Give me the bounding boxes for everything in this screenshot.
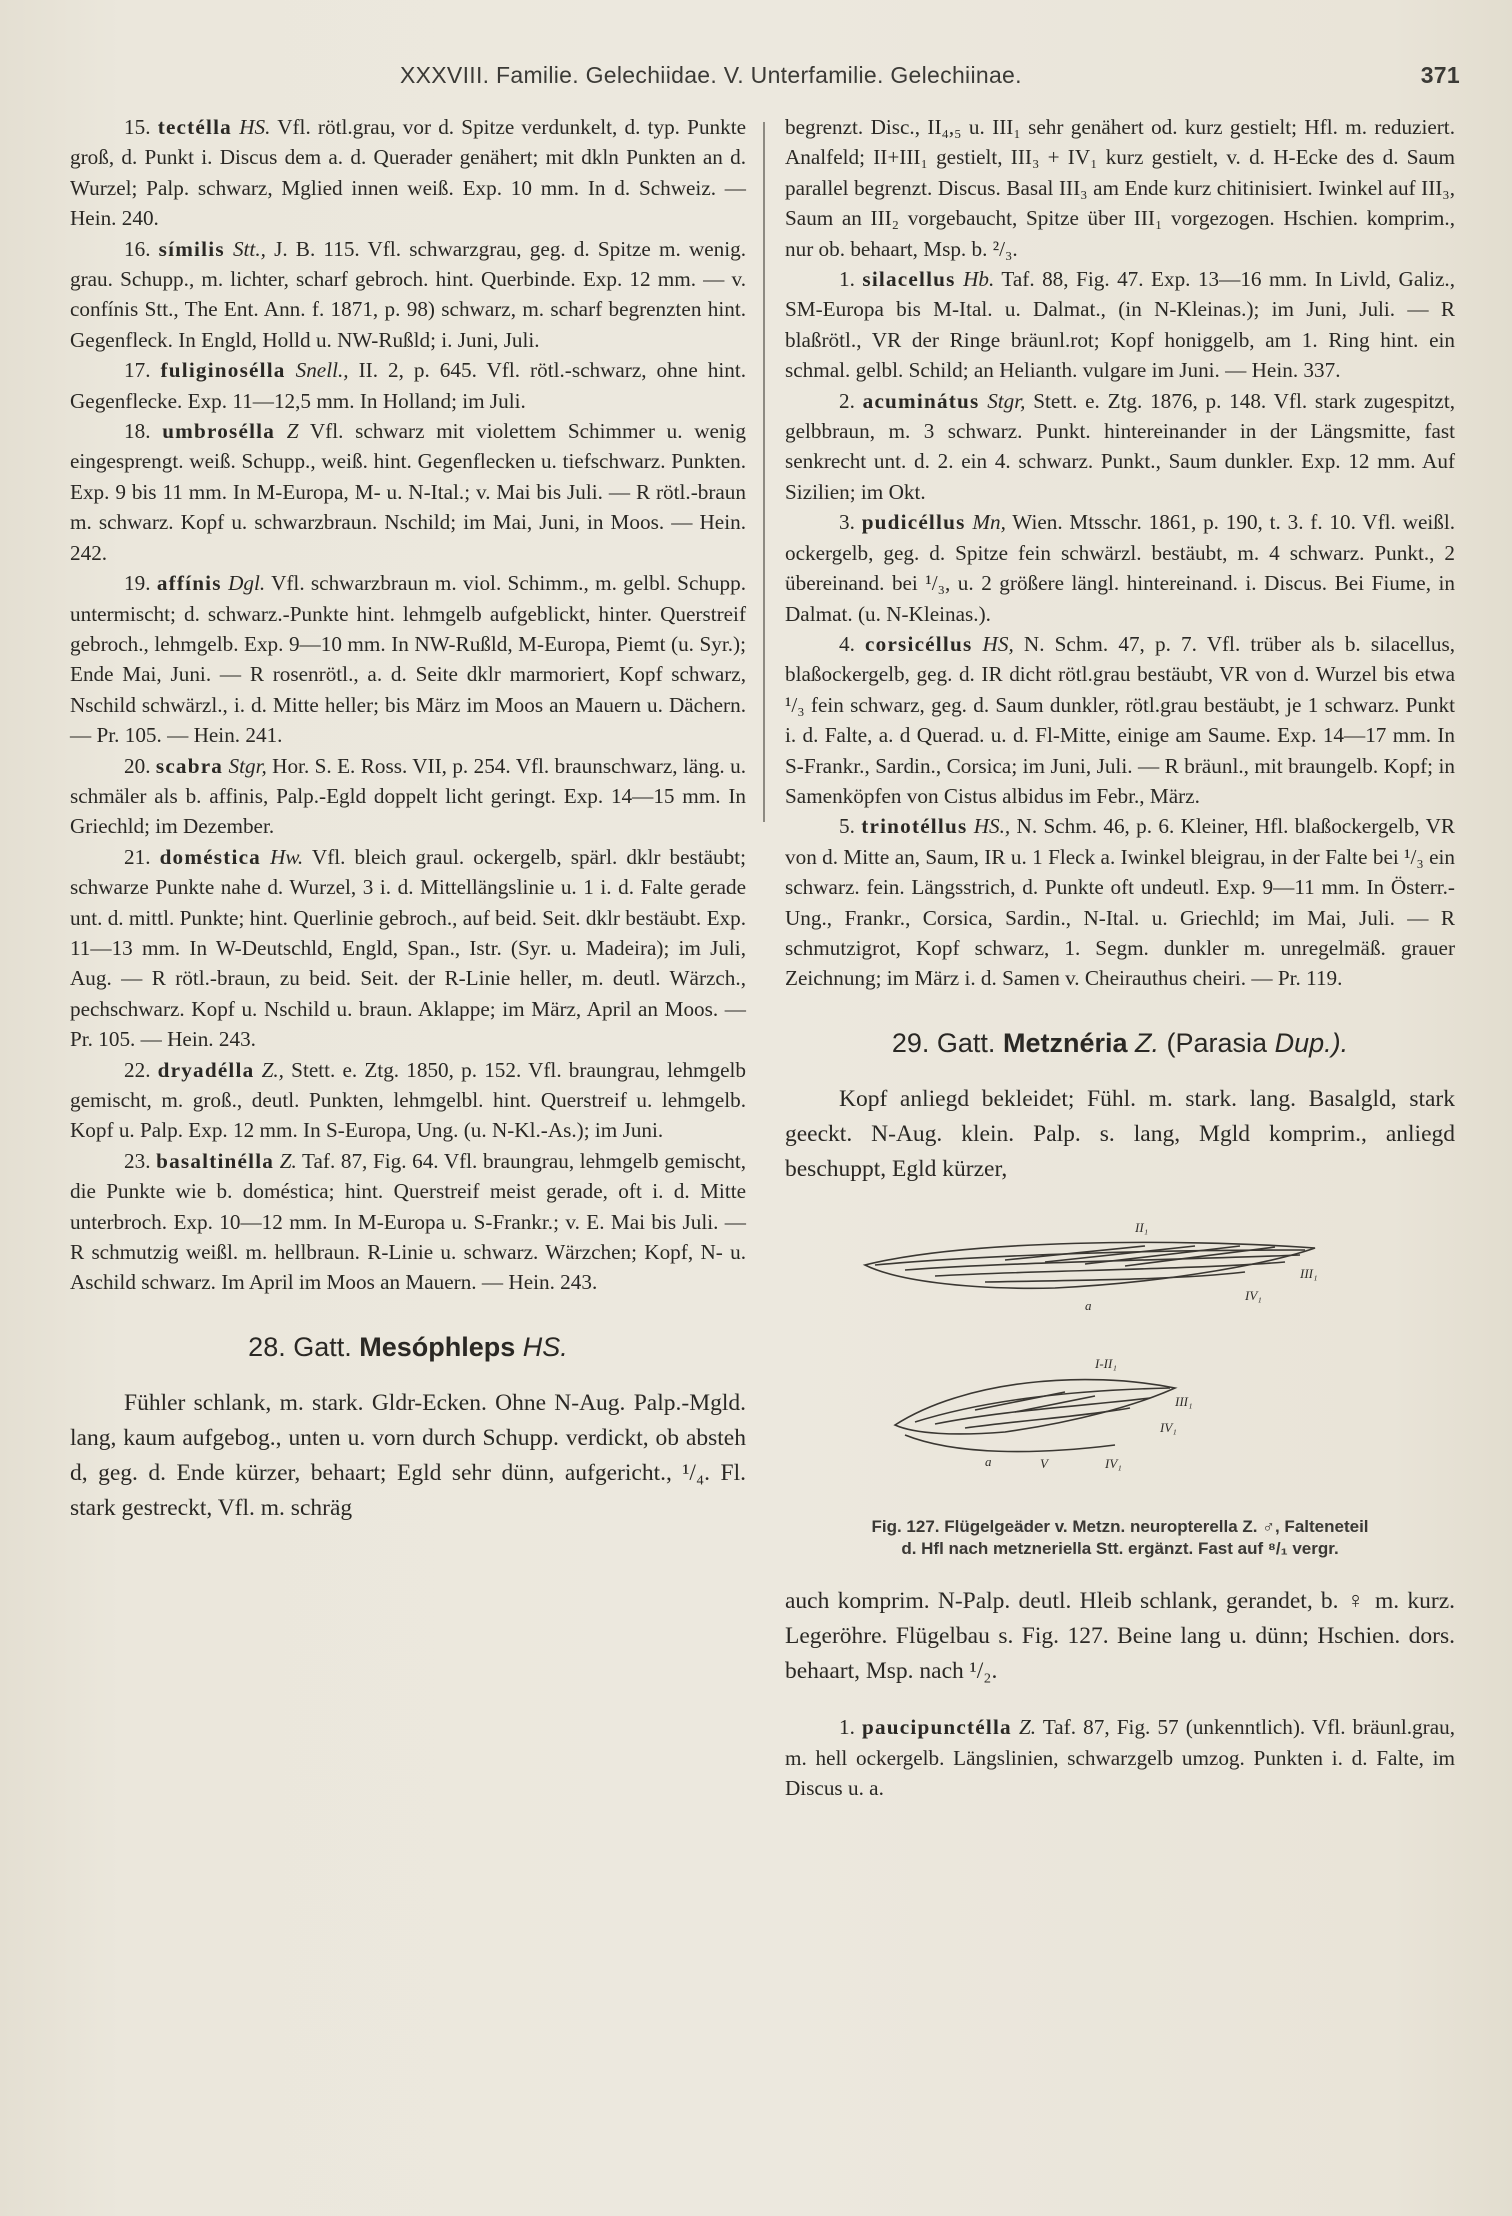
vein-label: I-II₁: [1095, 1356, 1117, 1372]
entry-number: 5.: [839, 814, 855, 839]
species-author: Z.,: [261, 1057, 284, 1082]
species-description: Stett. e. Ztg. 1850, p. 152. Vfl. braungrau, lehmgelb gemischt, m. groß., deutl. Punkten, lehmgelbl. hint. Querstreif u. lehmgelb. Kopf u. Palp. Exp. 12 mm. In S-Europa, Ung. (u. N-Kl.-As.); im Juni.: [70, 1057, 747, 1143]
running-title: XXXVIII. Familie. Gelechiidae. V. Unterfamilie. Gelechiinae.: [400, 62, 1022, 88]
species-description: J. B. 115. Vfl. schwarzgrau, geg. d. Spitze m. wenig. grau. Schupp., m. lichter, scharf gebroch. hint. Querbinde. Exp. 12 mm. — v. confínis Stt., The Ent. Ann. f. 1871, p. 98) schwarz, m. scharf begrenzten hint. Gegenfleck. In Engld, Holld u. NW-Rußld; i. Juni, Juli.: [70, 236, 747, 352]
species-name: affínis: [156, 571, 222, 596]
species-author: Hw.: [270, 844, 304, 869]
entry-number: 18.: [124, 419, 151, 444]
forewing-drawing: [865, 1243, 1315, 1289]
species-name: dryadélla: [157, 1057, 255, 1082]
species-entry: [70, 751, 746, 842]
vein-label: a: [1085, 1298, 1092, 1314]
species-description: Vfl. bleich graul. ockergelb, spärl. dklr bestäubt; schwarze Punkte nahe d. Wurzel, 3 i. d. Mittellängslinie u. 1 i. d. Falte gerade unt. d. mittl. Punkte; hint. Querlinie gebroch., auf beid. Seit. dklr bestäubt. Exp. 11—13 mm. In W-Deutschld, Engld, Span., Istr. (Syr. u. Madeira); im Juli, Aug. — R rötl.-braun, zu beid. Seit. der R-Linie heller, m. deutl. Wärzch., pechschwarz. Kopf u. Nschild u. braun. Aklappe; im März, April an Moos. — Pr. 105. — Hein. 243.: [70, 844, 747, 1052]
genus-description-continued: auch komprim. N-Palp. deutl. Hleib schlank, gerandet, b. ♀ m. kurz. Legeröhre. Flügelbau s. Fig. 127. Beine lang u. dünn; Hschien. dors. behaart, Msp. nach ¹/₂.: [785, 1587, 1455, 1684]
species-name: silacellus: [862, 267, 956, 292]
genus-description: Fühler schlank, m. stark. Gldr-Ecken. Ohne N-Aug. Palp.-Mgld. lang, kaum aufgebog., unten u. vorn durch Schupp. verdickt, ob absteh d, geg. d. Ende kürzer, behaart; Egld sehr dünn, aufgericht., ¹/₄. Fl. stark gestreckt, Vfl. m. schräg: [70, 1389, 746, 1521]
species-name: pudicéllus: [861, 510, 966, 535]
entry-number: 16.: [124, 236, 151, 261]
species-name: fuliginosélla: [160, 358, 286, 383]
entry-number: 1.: [839, 267, 855, 292]
vein-label: a: [985, 1454, 992, 1470]
species-name: corsicéllus: [865, 631, 973, 656]
entry-number: 2.: [839, 388, 855, 413]
species-author: Z: [286, 419, 299, 444]
left-column: [70, 112, 746, 1549]
species-entry: [70, 234, 746, 356]
species-author: Z.: [1018, 1715, 1037, 1740]
entry-number: 17.: [124, 358, 151, 383]
synonym-author: Dup.).: [1274, 1027, 1349, 1058]
species-author: Mn,: [972, 510, 1006, 535]
entry-number: 3.: [839, 510, 855, 535]
genus-name: Metznéria: [1002, 1027, 1128, 1058]
genus-heading: [785, 1028, 1455, 1058]
species-entry: [70, 416, 746, 568]
vein-label: II₁: [1135, 1220, 1149, 1236]
species-description: Stett. e. Ztg. 1876, p. 148. Vfl. stark zugespitzt, gelbbraun, m. 3 schwarz. Punkt. hintereinander in der Längsmitte, fast senkrecht unt. d. 2. ein 4. schwarz. Punkt., Saum dunkler. Exp. 12 mm. Auf Sizilien; im Okt.: [785, 388, 1456, 504]
genus-description-continued: begrenzt. Disc., II₄,₅ u. III₁ sehr genähert od. kurz gestielt; Hfl. m. reduziert. Analfeld; II+III₁ gestielt, III₃ + IV₁ kurz gestielt, v. d. H-Ecke des d. Saum parallel begrenzt. Discus. Basal III₃ am Ende kurz chitinisiert. Iwinkel auf III₃, Saum an III₂ vorgebaucht, Spitze über III₁ vorgezogen. Hschien. komprim., nur ob. behaart, Msp. b. ²/₃.: [785, 115, 1455, 261]
page-header: [400, 62, 1460, 89]
species-entry: [785, 507, 1455, 629]
species-author: HS.,: [973, 814, 1011, 839]
species-entry: [70, 1055, 746, 1146]
entry-number: 15.: [124, 115, 151, 139]
vein-label: III₁: [1300, 1266, 1318, 1282]
vein-label: IV₁: [1160, 1420, 1177, 1436]
vein-label: IV₁: [1245, 1288, 1262, 1304]
column-divider: [763, 122, 765, 822]
wing-venation-drawing: [845, 1210, 1405, 1510]
genus-author: HS.: [522, 1331, 568, 1362]
species-description: Taf. 88, Fig. 47. Exp. 13—16 mm. In Livld, Galiz., SM-Europa bis M-Ital. u. Dalmat., (in N-Kleinas.); im Juni, Juli. — R blaßrötl., VR der Ringe bräunl.rot; Kopf honiggelb, am 1. Ring hint. ein schmal. gelbl. Schild; an Helianth. vulgare im Juni. — Hein. 337.: [785, 267, 1456, 383]
species-description: II. 2, p. 645. Vfl. rötl.-schwarz, ohne hint. Gegenflecke. Exp. 11—12,5 mm. In Holland; im Juli.: [70, 358, 746, 413]
species-name: basaltinélla: [156, 1148, 275, 1173]
species-description: N. Schm. 47, p. 7. Vfl. trüber als b. silacellus, blaßockergelb, geg. d. IR dicht rötl.grau bestäubt, VR von d. Wurzel bis etwa ¹/₃ fein schwarz, geg. d. Saum dunkler, rötl.grau bestäubt, je 1 schwarz. Punkt i. d. Falte, a. d Querad. u. d. Fl-Mitte, einige am Saume. Exp. 14—17 mm. In S-Frankr., Sardin., Corsica; im Juni, Juli. — R bräunl., mit braungelb. Kopf; in Samenköpfen von Cistus albidus im Febr., März.: [785, 631, 1456, 808]
entry-number: 22.: [124, 1057, 151, 1082]
species-entry: [785, 264, 1455, 386]
species-description: Wien. Mtsschr. 1861, p. 190, t. 3. f. 10. Vfl. weißl. ockergelb, geg. d. Spitze fein schwärzl. bestäubt, m. 4 schwarz. Punkt., 2 übereinand. bei ¹/₃, u. 2 größere längl. hintereinand. i. Discus. Bei Fiume, in Dalmat. (u. N-Kleinas.).: [785, 510, 1456, 626]
wing-venation-figure: [785, 1210, 1455, 1510]
species-author: Z.: [279, 1148, 297, 1173]
species-name: umbrosélla: [162, 419, 276, 444]
right-column: [785, 112, 1455, 1803]
vein-label: III₁: [1175, 1394, 1193, 1410]
entry-number: 21.: [124, 844, 151, 869]
genus-synonym: (Parasia: [1166, 1027, 1268, 1058]
species-author: Dgl.: [228, 571, 266, 596]
entry-number: 20.: [124, 753, 151, 778]
species-description: Vfl. schwarz mit violettem Schimmer u. wenig eingesprengt. weiß. Schupp., weiß. hint. Gegenflecken u. tiefschwarz. Punkten. Exp. 9 bis 11 mm. In M-Europa, M- u. N-Ital.; v. Mai bis Juli. — R rötl.-braun m. schwarz. Kopf u. schwarzbraun. Nschild; im Mai, Juni, in Moos. — Hein. 242.: [70, 419, 747, 565]
species-entry: [70, 112, 746, 234]
entry-number: 4.: [839, 631, 855, 656]
species-author: Snell.,: [295, 358, 349, 383]
species-entry: [70, 355, 746, 416]
species-entry: [70, 1146, 746, 1298]
genus-heading: [70, 1332, 746, 1362]
species-description: Taf. 87, Fig. 64. Vfl. braungrau, lehmgelb gemischt, die Punkte wie b. doméstica; hint. Querstreif meist gerade, oft i. d. Mitte unterbroch. Exp. 10—12 mm. In M-Europa u. S-Frankr.; v. E. Mai bis Juli. — R schmutzig weißl. m. hellbraun. R-Linie u. schwarz. Wärzchen; Kopf, N- u. Aschild schwarz. Im April im Moos an Mauern. — Hein. 243.: [70, 1148, 746, 1295]
vein-label: IV₁: [1105, 1456, 1122, 1472]
species-author: Stgr,: [228, 753, 267, 778]
species-author: HS,: [982, 631, 1014, 656]
vein-label: V: [1040, 1456, 1048, 1472]
species-name: acuminátus: [862, 388, 980, 413]
figure-caption: [785, 1516, 1455, 1560]
species-entry: [785, 629, 1455, 811]
species-description: Vfl. schwarzbraun m. viol. Schimm., m. gelbl. Schupp. untermischt; d. schwarz.-Punkte hint. lehmgelb aufgeblickt, hinter. Querstreif gebroch., lehmgelb. Exp. 9—10 mm. In NW-Rußld, M-Europa, Piemt (u. Syr.); Ende Mai, Juni. — R rosenrötl., a. d. Seite dklr marmoriert, Kopf schwarz, Nschild schwärzl., i. d. Mitte heller; bis März im Moos an Mauern u. Dächern. — Pr. 105. — Hein. 241.: [70, 571, 747, 748]
species-name: scabra: [155, 753, 224, 778]
species-author: Hb.: [963, 267, 995, 292]
hindwing-drawing: [895, 1380, 1175, 1452]
species-name: tectélla: [157, 115, 232, 139]
species-name: doméstica: [159, 844, 261, 869]
species-entry: [785, 1712, 1455, 1803]
species-name: símilis: [158, 236, 225, 261]
page-number: 371: [1420, 62, 1460, 88]
genus-name: Mesóphleps: [359, 1331, 516, 1362]
species-author: Stt.,: [232, 236, 266, 261]
entry-number: 19.: [124, 571, 151, 596]
species-author: Stgr,: [987, 388, 1026, 413]
species-description: N. Schm. 46, p. 6. Kleiner, Hfl. blaßockergelb, VR von d. Mitte an, Saum, IR u. 1 Fleck a. Iwinkel bleigrau, in der Falte bei ¹/₃ ein schwarz. fein. Längsstrich, d. Punkte oft undeutl. Exp. 9—11 mm. In Österr.-Ung., Frankr., Corsica, Sardin., N-Ital. u. Griechld; im Mai, Juli. — R schmutzigrot, Kopf schwarz, 1. Segm. dunkler m. unregelmäß. grauer Zeichnung; im März i. d. Samen v. Cheirauthus cheiri. — Pr. 119.: [785, 814, 1456, 991]
species-name: paucipunctélla: [862, 1715, 1012, 1740]
genus-author: Z.: [1135, 1027, 1160, 1058]
genus-number: 29. Gatt.: [891, 1027, 996, 1058]
genus-description: Kopf anliegd bekleidet; Fühl. m. stark. lang. Basalgld, stark geeckt. N-Aug. klein. Palp. s. lang, Mgld komprim., anliegd beschuppt, Egld kürzer,: [785, 1085, 1455, 1182]
species-description: Taf. 87, Fig. 57 (unkenntlich). Vfl. bräunl.grau, m. hell ockergelb. Längslinien, schwarzgelb umzog. Punkten i. d. Falte, im Discus u. a.: [785, 1715, 1455, 1800]
caption-line: d. Hfl nach metzneriella Stt. ergänzt. Fast auf ⁸/₁ vergr.: [901, 1539, 1339, 1559]
species-name: trinotéllus: [861, 814, 968, 839]
species-entry: [785, 386, 1455, 508]
genus-number: 28. Gatt.: [248, 1331, 352, 1362]
species-author: HS.: [239, 115, 271, 139]
species-entry: [70, 842, 746, 1055]
species-entry: [785, 811, 1455, 993]
entry-number: 1.: [839, 1715, 855, 1740]
species-description: Hor. S. E. Ross. VII, p. 254. Vfl. braunschwarz, läng. u. schmäler als b. affinis, Palp.-Egld doppelt licht geringt. Exp. 14—15 mm. In Griechld; im Dezember.: [70, 753, 746, 839]
entry-number: 23.: [124, 1148, 151, 1173]
caption-line: Fig. 127. Flügelgeäder v. Metzn. neuropterella Z. ♂, Falteneteil: [871, 1517, 1369, 1537]
species-description: Vfl. rötl.grau, vor d. Spitze verdunkelt, d. typ. Punkte groß, d. Punkt i. Discus dem a. d. Querader genähert; mit dkln Punkten an d. Wurzel; Palp. schwarz, Mglied innen weiß. Exp. 10 mm. In d. Schweiz. — Hein. 240.: [70, 115, 747, 231]
species-entry: [70, 568, 746, 750]
